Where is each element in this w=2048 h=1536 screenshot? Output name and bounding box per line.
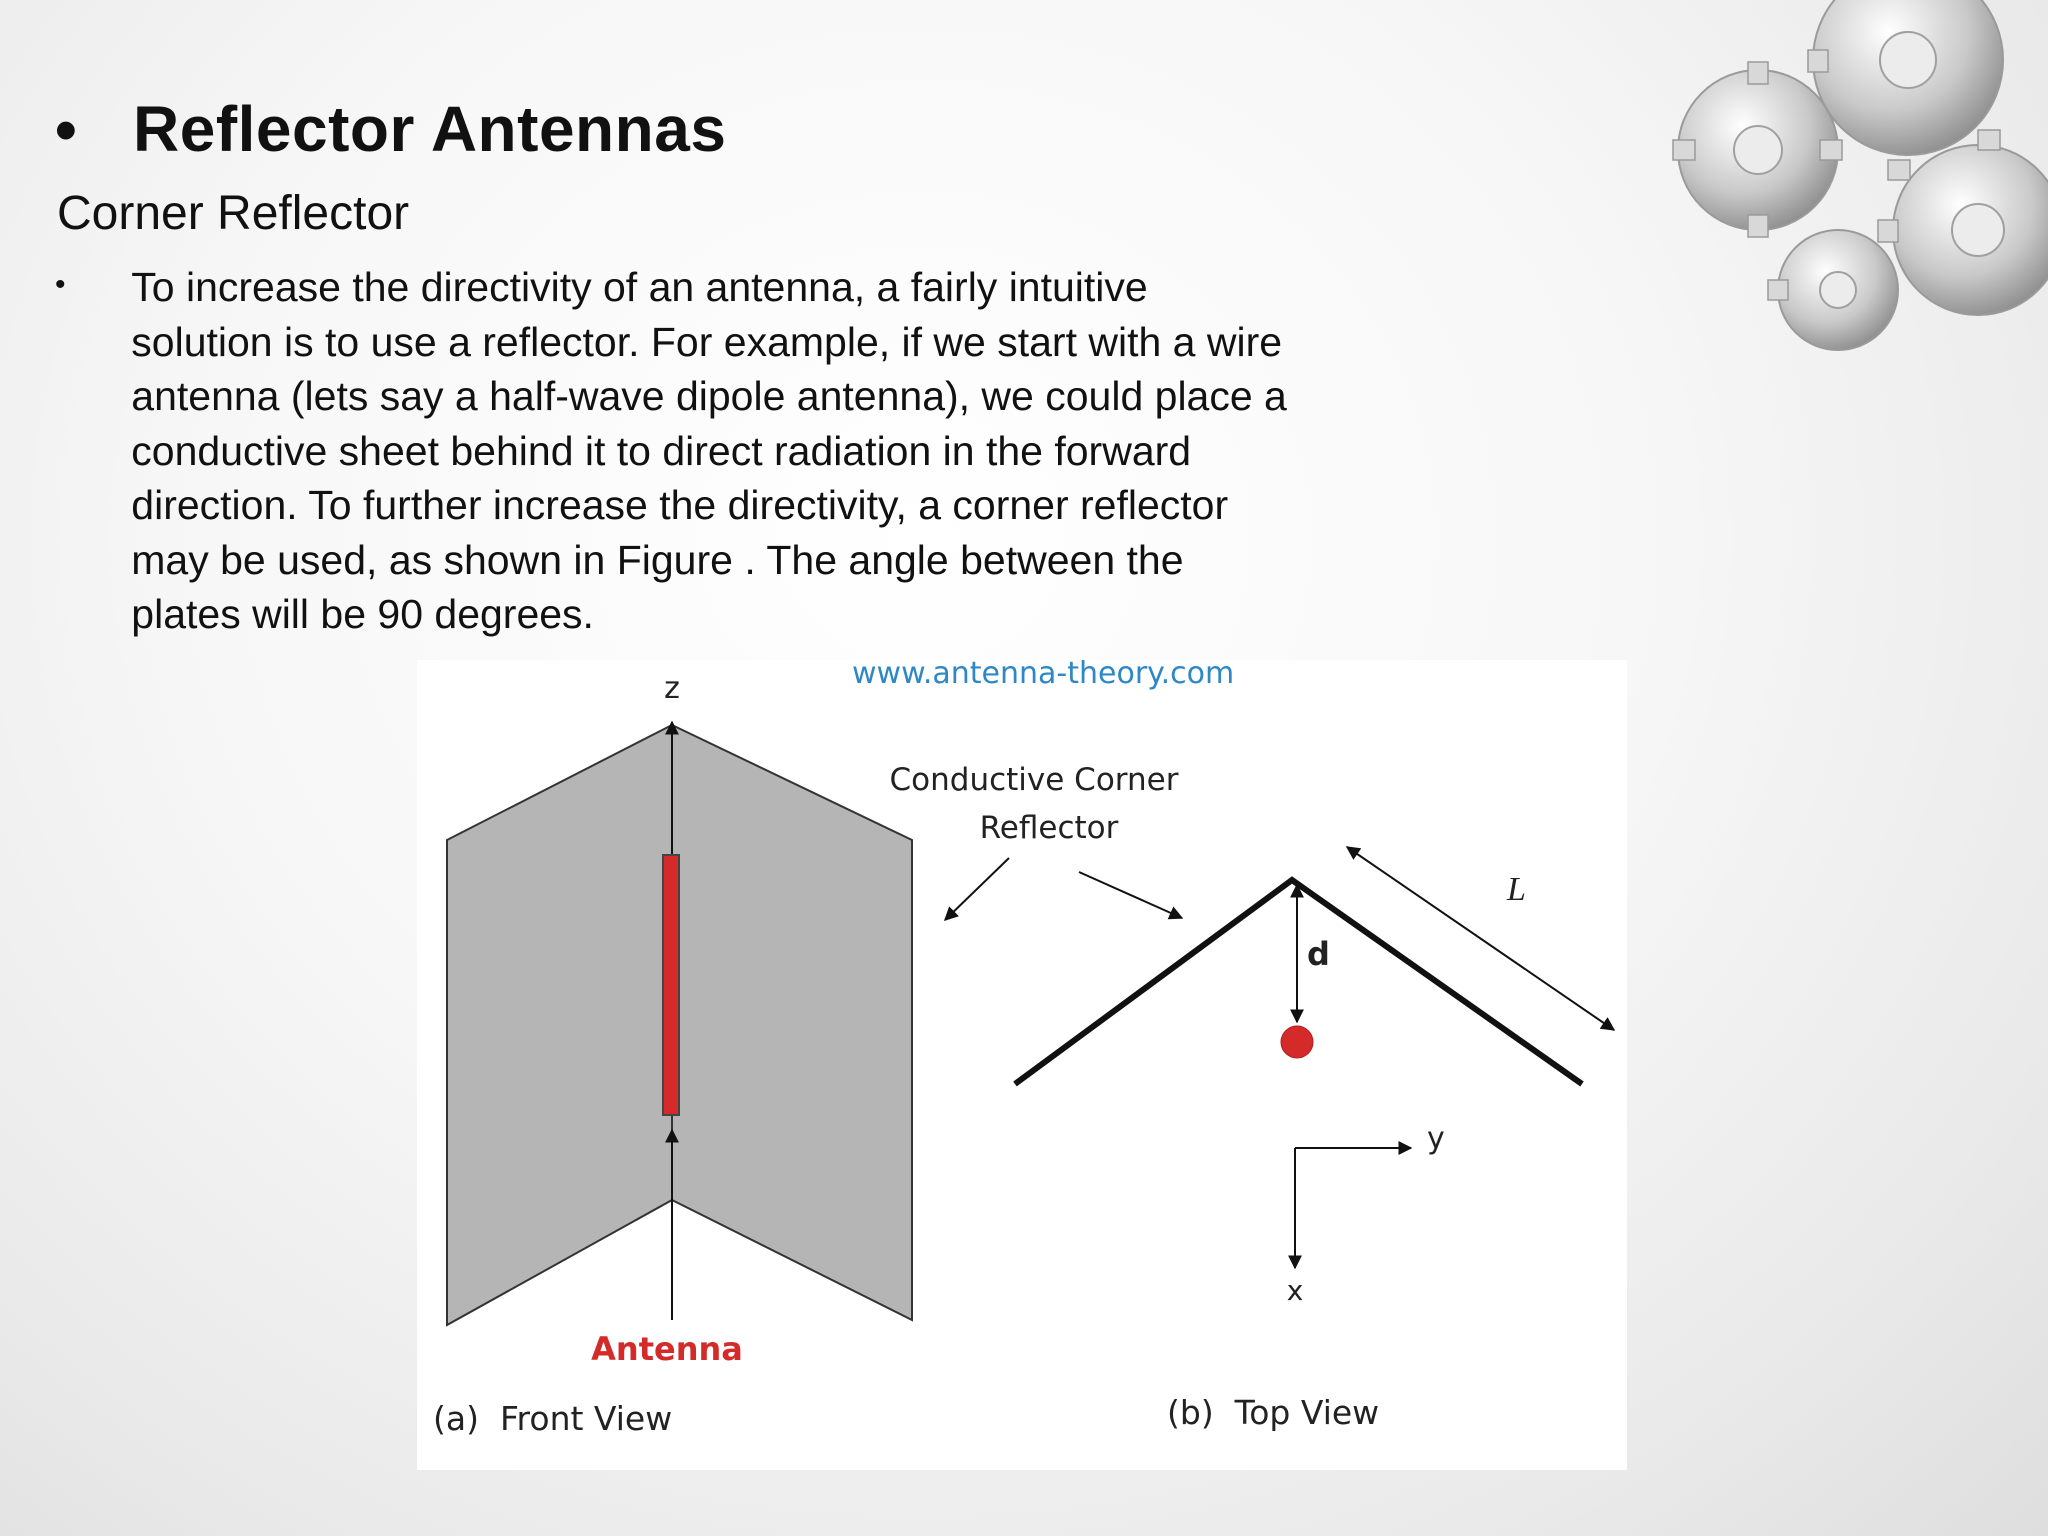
x-axis-label: x bbox=[1286, 1274, 1304, 1307]
right-reflector-plate bbox=[672, 725, 912, 1320]
reflector-arrow-right bbox=[1079, 872, 1182, 918]
title-row bbox=[55, 92, 726, 166]
slide-title: Reflector Antennas bbox=[133, 93, 727, 165]
figure-drawing bbox=[417, 660, 1627, 1470]
slide-subtitle: Corner Reflector bbox=[57, 187, 410, 240]
y-axis-label: y bbox=[1427, 1121, 1445, 1156]
top-view-caption: (b) Top View bbox=[1167, 1393, 1380, 1432]
reflector-label-line1: Conductive Corner bbox=[889, 762, 1179, 798]
top-view-antenna-dot bbox=[1281, 1026, 1313, 1058]
front-view-caption: (a) Front View bbox=[433, 1399, 673, 1438]
website-label: www.antenna-theory.com bbox=[852, 660, 1235, 691]
z-axis-label: z bbox=[664, 671, 680, 706]
length-label: L bbox=[1507, 871, 1526, 908]
title-bullet: • bbox=[55, 96, 77, 165]
body-bullet: • bbox=[55, 268, 66, 301]
corner-reflector-figure bbox=[417, 660, 1627, 1470]
reflector-label-line2: Reflector bbox=[979, 810, 1119, 846]
gear-icon bbox=[1678, 0, 2048, 350]
antenna-element bbox=[663, 855, 679, 1115]
reflector-arrow-left bbox=[945, 858, 1009, 920]
length-dimension-arrow bbox=[1347, 847, 1614, 1030]
distance-label: d bbox=[1307, 935, 1330, 973]
body-paragraph: To increase the directivity of an antenna, a fairly intuitive solution is to use a reflector. For example, if we start with a wire antenna (lets say a half-wave dipole antenna), we could place a conductive sheet behind it to direct radiation in the forward direction. To further increase the directivity, a corner reflector may be used, as shown in Figure . The angle between the plates will be 90 degrees. bbox=[131, 264, 1287, 637]
left-reflector-plate bbox=[447, 725, 672, 1325]
gears-decoration bbox=[1648, 0, 2048, 380]
body-paragraph-row bbox=[55, 260, 1295, 642]
antenna-label: Antenna bbox=[591, 1330, 743, 1368]
